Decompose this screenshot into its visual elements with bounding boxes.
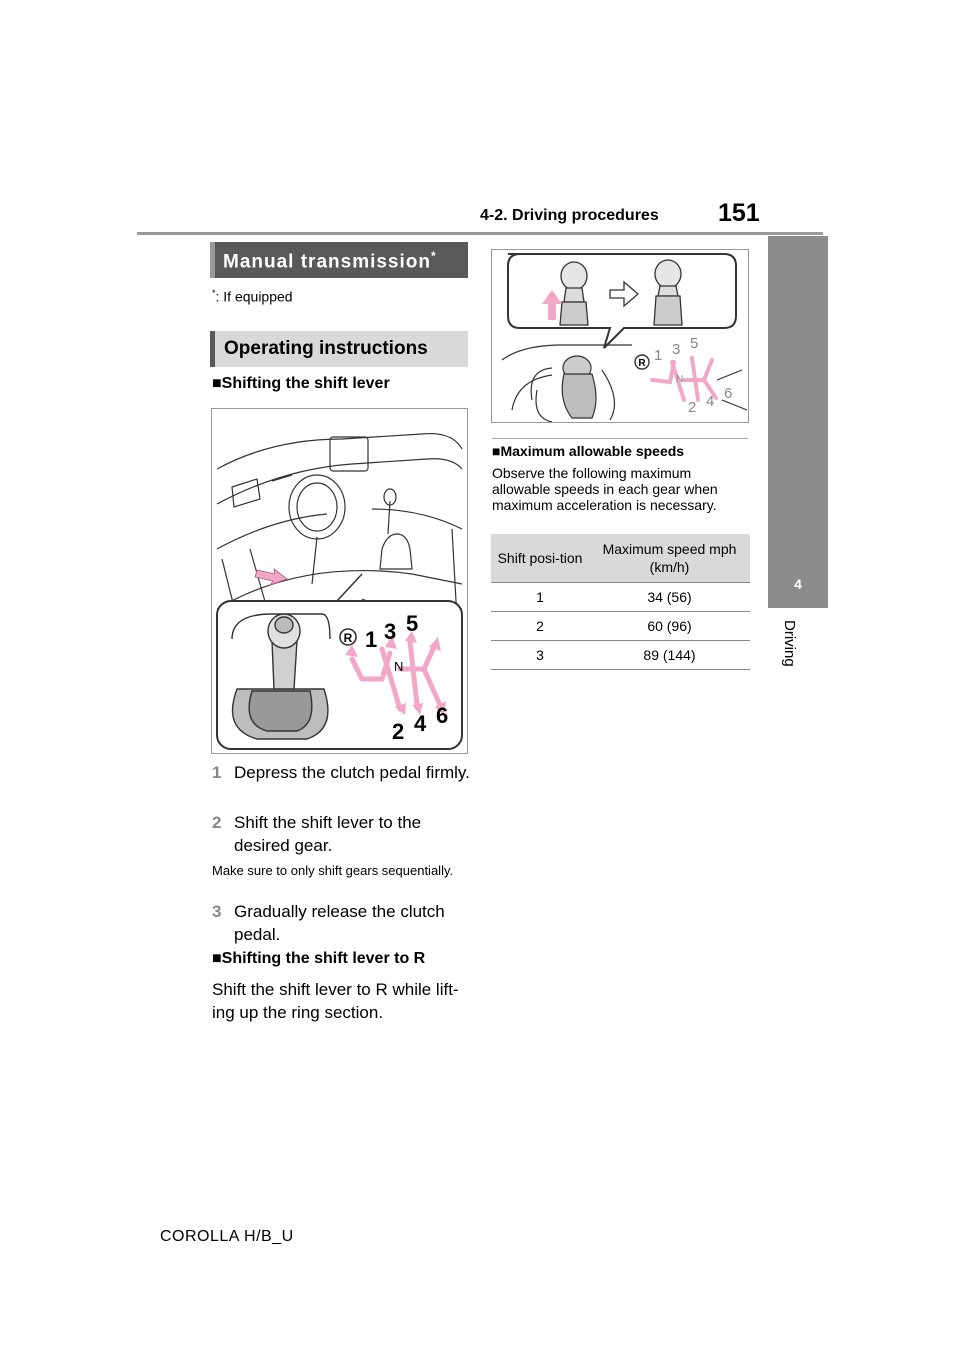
figure-dashboard (211, 408, 468, 754)
gear-label-6: 6 (436, 703, 449, 728)
gear-label-3: 3 (672, 341, 681, 358)
gear-label-2: 2 (392, 719, 405, 744)
cell-gear: 1 (491, 583, 589, 612)
page-number: 151 (718, 199, 760, 227)
gear-label-3: 3 (384, 619, 397, 644)
gear-label-r: R (638, 358, 646, 369)
gear-label-5: 5 (406, 611, 419, 636)
cell-gear: 3 (491, 641, 589, 670)
chapter-tab-label: Driving (781, 620, 798, 667)
figure-lift-ring (491, 249, 749, 423)
table-header-row (491, 534, 750, 583)
gear-label-n: N (676, 374, 684, 385)
heading-accent (210, 331, 215, 367)
subsection-heading-bar (210, 331, 468, 367)
subsection-heading: Operating instructions (224, 338, 428, 359)
subhead-shifting: ■Shifting the shift lever (212, 375, 390, 392)
footnote: *: If equipped (212, 288, 293, 305)
gear-label-1: 1 (654, 347, 663, 364)
gear-label-5: 5 (690, 335, 699, 352)
table-row (491, 583, 750, 612)
table-row (491, 641, 750, 670)
gear-label-2: 2 (688, 399, 697, 416)
gear-label-6: 6 (724, 385, 733, 402)
gear-label-1: 1 (365, 627, 378, 652)
section-heading: Manual transmission* (223, 249, 437, 273)
gear-label-n: N (394, 659, 404, 674)
max-speeds-text: Observe the following maximum allowable speeds in each gear when maximum acceleration is necessary. (492, 465, 718, 513)
table-row (491, 612, 750, 641)
cell-speed: 34 (56) (589, 583, 750, 612)
cell-speed: 89 (144) (589, 641, 750, 670)
cell-gear: 2 (491, 612, 589, 641)
gear-label-r: R (343, 631, 353, 645)
col-max-speed: Maximum speed mph (km/h) (589, 534, 750, 583)
shift-to-r-text: Shift the shift lever to R while lift-ing up the ring section. (212, 980, 459, 1022)
chapter-tab-number: 4 (794, 576, 802, 592)
max-speed-table (491, 534, 750, 670)
subhead-max-speeds: ■Maximum allowable speeds (492, 443, 685, 459)
col-shift-position: Shift posi-tion (491, 534, 589, 583)
subhead-shift-to-r: ■Shifting the shift lever to R (212, 950, 426, 967)
cell-speed: 60 (96) (589, 612, 750, 641)
divider (492, 438, 748, 439)
heading-accent (210, 242, 215, 278)
gear-label-4: 4 (706, 393, 715, 410)
section-title: 4-2. Driving procedures (480, 207, 659, 224)
footer-model: COROLLA H/B_U (160, 1228, 294, 1245)
section-heading-bar (210, 242, 468, 278)
dashboard-illustration (212, 409, 467, 753)
gear-label-4: 4 (414, 711, 427, 736)
header-rule (137, 232, 823, 235)
step-note: Make sure to only shift gears sequentially. (212, 863, 454, 878)
chapter-tab (768, 236, 828, 608)
lift-ring-illustration (492, 250, 748, 422)
